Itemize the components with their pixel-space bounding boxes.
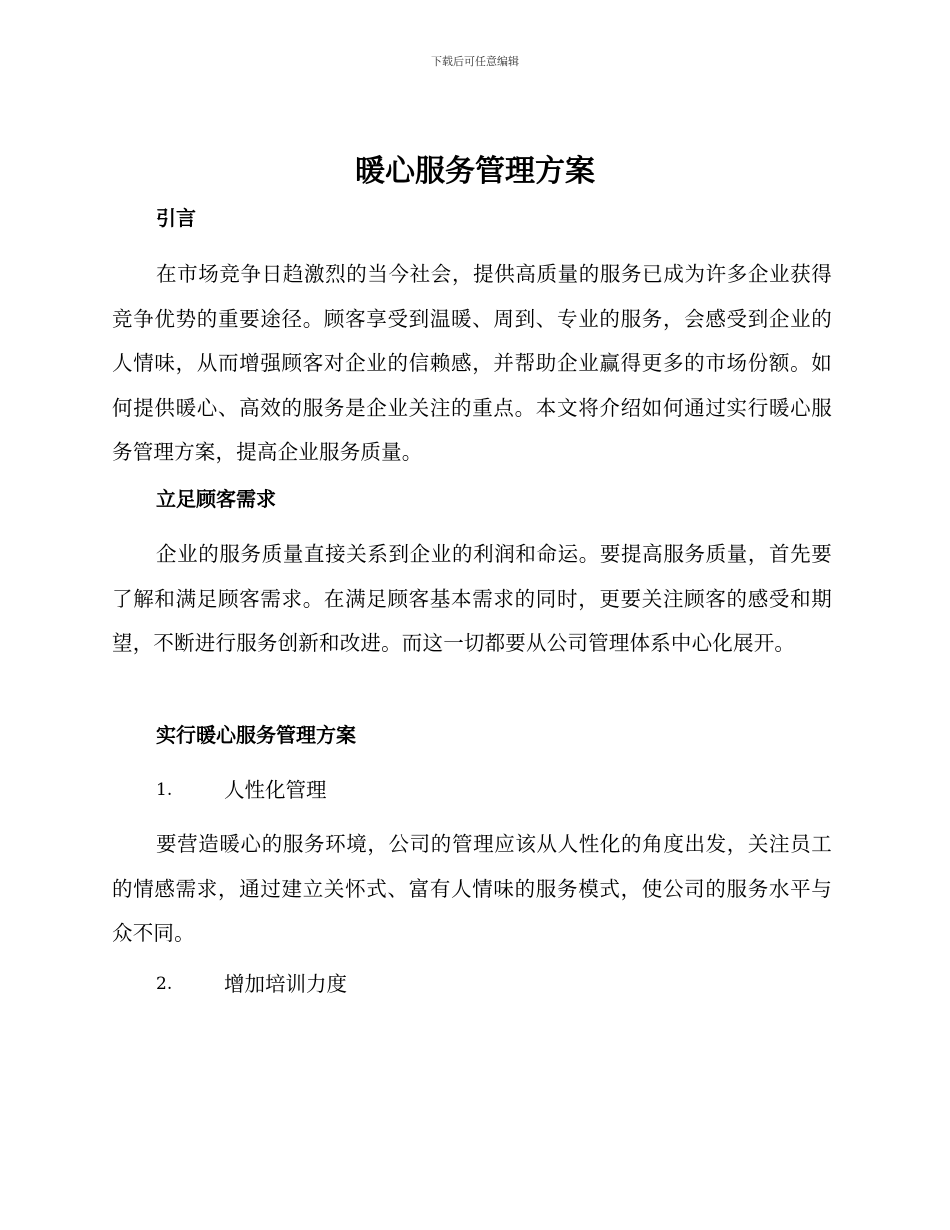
section-heading-intro: 引言 bbox=[156, 206, 196, 230]
document-title: 暖心服务管理方案 bbox=[355, 154, 595, 189]
list-item-number: 2. bbox=[156, 974, 173, 994]
intro-paragraph: 在市场竞争日趋激烈的当今社会，提供高质量的服务已成为许多企业获得竞争优势的重要途径。顾客享受到温暖、周到、专业的服务，会感受到企业的人情味，从而增强顾客对企业的信赖感，并帮助企业赢得更多的市场份额。如何提供暖心、高效的服务是企业关注的重点。本文将介绍如何通过实行暖心服务管理方案，提高企业服务质量。 bbox=[112, 262, 832, 464]
section-heading-plan: 实行暖心服务管理方案 bbox=[156, 723, 356, 747]
section-heading-needs: 立足顾客需求 bbox=[156, 487, 276, 511]
list-item bbox=[156, 969, 756, 999]
header-note: 下载后可任意编辑 bbox=[431, 55, 519, 68]
humanized-management-paragraph: 要营造暖心的服务环境，公司的管理应该从人性化的角度出发，关注员工的情感需求，通过建立关怀式、富有人情味的服务模式，使公司的服务水平与众不同。 bbox=[112, 832, 832, 945]
list-item bbox=[156, 775, 756, 805]
list-item-label: 人性化管理 bbox=[224, 778, 327, 802]
needs-paragraph: 企业的服务质量直接关系到企业的利润和命运。要提高服务质量，首先要了解和满足顾客需求。在满足顾客基本需求的同时，更要关注顾客的感受和期望，不断进行服务创新和改进。而这一切都要从公司管理体系中心化展开。 bbox=[112, 542, 832, 655]
list-item-number: 1. bbox=[156, 780, 173, 800]
list-item-label: 增加培训力度 bbox=[224, 972, 347, 996]
